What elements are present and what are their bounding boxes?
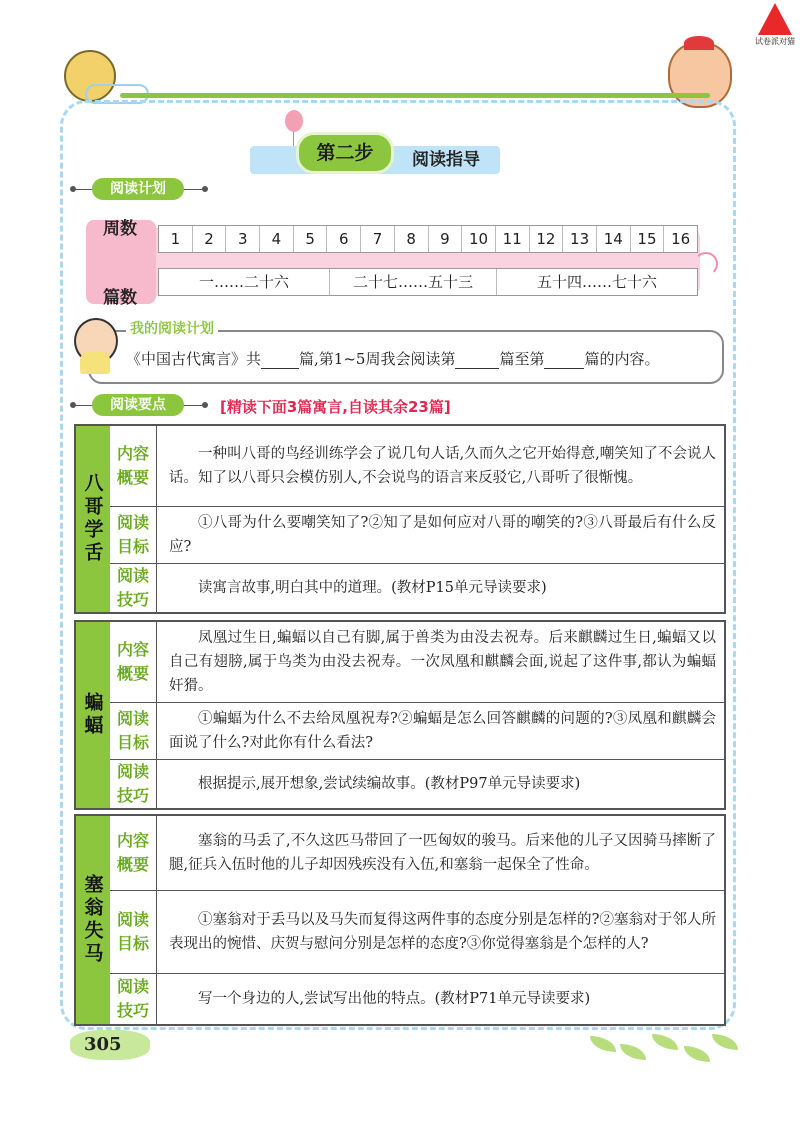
story-name-cell <box>76 816 110 1024</box>
goal-row <box>110 702 724 759</box>
curl-arrow-icon <box>694 252 718 276</box>
my-plan-text-4: 篇的内容。 <box>584 350 660 368</box>
week-cell: 16 <box>671 230 691 248</box>
goal-text: ①塞翁对于丢马以及马失而复得这两件事的态度分别是怎样的?②塞翁对于邻人所表现出的惋惜、庆贺与慰问分别是怎样的态度?③你觉得塞翁是个怎样的人? <box>169 912 716 952</box>
weeks-row <box>158 225 698 253</box>
week-cell: 1 <box>159 226 193 252</box>
story-name: 塞翁失马 <box>81 874 104 966</box>
heading-line <box>74 405 94 406</box>
my-plan-sentence <box>126 348 659 369</box>
step-badge: 第二步 <box>296 132 394 174</box>
story-name-cell <box>76 622 110 808</box>
goal-label: 阅读 目标 <box>110 891 157 973</box>
week-cell: 2 <box>193 226 227 252</box>
leaf-icon <box>590 1036 616 1052</box>
summary-label: 内容 概要 <box>110 426 157 506</box>
week-cell: 5 <box>294 226 328 252</box>
story-name: 蝙蝠 <box>81 692 104 738</box>
step-title: 阅读指导 <box>412 150 480 170</box>
summary-row <box>110 426 724 506</box>
page-number: 305 <box>84 1034 122 1055</box>
summary-text: 塞翁的马丢了,不久这匹马带回了一匹匈奴的骏马。后来他的儿子又因骑马摔断了腿,征兵入伍时他的儿子却因残疾没有入伍,和塞翁一起保全了性命。 <box>169 833 716 873</box>
goal-row <box>110 890 724 973</box>
week-cell: 14 <box>597 226 631 252</box>
story-table-3 <box>74 814 726 1026</box>
skill-row <box>110 759 724 808</box>
week-cell: 3 <box>226 226 260 252</box>
top-divider <box>120 93 710 98</box>
week-cell: 11 <box>496 226 530 252</box>
cartoon-character-right-icon <box>668 42 732 108</box>
week-cell: 8 <box>395 226 429 252</box>
summary-label: 内容 概要 <box>110 622 157 702</box>
skill-row <box>110 563 724 612</box>
balloon-icon <box>285 110 303 132</box>
week-cell: 4 <box>260 226 294 252</box>
range-cell: 二十七……五十三 <box>330 269 497 295</box>
plan-heading: 阅读计划 <box>92 178 184 200</box>
my-plan-text-2: 篇,第1~5周我会阅读第 <box>299 350 456 368</box>
weeks-label: 周数 <box>103 219 137 239</box>
brand-logo-text: 试卷派对猫 <box>755 37 795 46</box>
summary-row <box>110 816 724 890</box>
story-table-2 <box>74 620 726 810</box>
range-cell: 五十四……七十六 <box>536 273 657 291</box>
summary-row <box>110 622 724 702</box>
heading-line <box>184 189 204 190</box>
skill-row <box>110 973 724 1024</box>
key-points-heading: 阅读要点 <box>92 394 184 416</box>
week-cell: 7 <box>361 226 395 252</box>
leaf-icon <box>652 1034 678 1050</box>
skill-text: 根据提示,展开想象,尝试续编故事。(教材P97单元导读要求) <box>198 776 581 792</box>
week-cell: 6 <box>327 226 361 252</box>
my-plan-title: 我的阅读计划 <box>126 318 218 338</box>
range-cell: 一……二十六 <box>159 269 330 295</box>
skill-text: 读寓言故事,明白其中的道理。(教材P15单元导读要求) <box>198 580 547 596</box>
key-points-note: [精读下面3篇寓言,自读其余23篇] <box>220 398 451 416</box>
goal-text: ①八哥为什么要嘲笑知了?②知了是如何应对八哥的嘲笑的?③八哥最后有什么反应? <box>169 515 716 555</box>
girl-body-icon <box>80 352 110 374</box>
my-plan-text-1: 《中国古代寓言》共 <box>126 350 262 368</box>
skill-label: 阅读 技巧 <box>110 974 157 1024</box>
week-cell: 10 <box>462 226 496 252</box>
heading-line <box>74 189 94 190</box>
goal-text: ①蝙蝠为什么不去给凤凰祝寿?②蝙蝠是怎么回答麒麟的问题的?③凤凰和麒麟会面说了什么?对此你有什么看法? <box>169 711 716 751</box>
week-cell: 13 <box>563 226 597 252</box>
summary-label: 内容 概要 <box>110 816 157 890</box>
story-name: 八哥学舌 <box>81 473 104 565</box>
story-name-cell <box>76 426 110 612</box>
week-cell: 9 <box>429 226 463 252</box>
skill-label: 阅读 技巧 <box>110 564 157 612</box>
heading-dot-icon <box>202 402 208 408</box>
goal-label: 阅读 目标 <box>110 507 157 563</box>
leaf-icon <box>620 1044 646 1060</box>
heading-line <box>184 405 204 406</box>
my-plan-text-3: 篇至第 <box>499 350 545 368</box>
week-cell: 15 <box>631 226 665 252</box>
heading-dot-icon <box>202 186 208 192</box>
pieces-row <box>158 268 698 296</box>
skill-text: 写一个身边的人,尝试写出他的特点。(教材P71单元导读要求) <box>198 991 591 1007</box>
goal-row <box>110 506 724 563</box>
character-hat-icon <box>684 36 714 50</box>
week-cell: 12 <box>530 226 564 252</box>
blank-end-input[interactable] <box>544 352 584 369</box>
leaf-icon <box>712 1034 738 1050</box>
brand-logo-icon <box>758 3 792 35</box>
blank-start-input[interactable] <box>455 352 499 369</box>
pieces-label: 篇数 <box>103 288 137 308</box>
summary-text: 一种叫八哥的鸟经训练学会了说几句人话,久而久之它开始得意,嘲笑知了不会说人话。知了以八哥只会模仿别人,不会说鸟的语言来反驳它,八哥听了很惭愧。 <box>169 446 716 486</box>
summary-text: 凤凰过生日,蝙蝠以自己有脚,属于兽类为由没去祝寿。后来麒麟过生日,蝙蝠又以自己有翅膀,属于鸟类为由没去祝寿。一次凤凰和麒麟会面,说起了这件事,都认为蝙蝠奸猾。 <box>169 630 716 694</box>
goal-label: 阅读 目标 <box>110 703 157 759</box>
blank-total-input[interactable] <box>261 352 299 369</box>
leaf-icon <box>684 1046 710 1062</box>
skill-label: 阅读 技巧 <box>110 760 157 808</box>
story-table-1 <box>74 424 726 614</box>
